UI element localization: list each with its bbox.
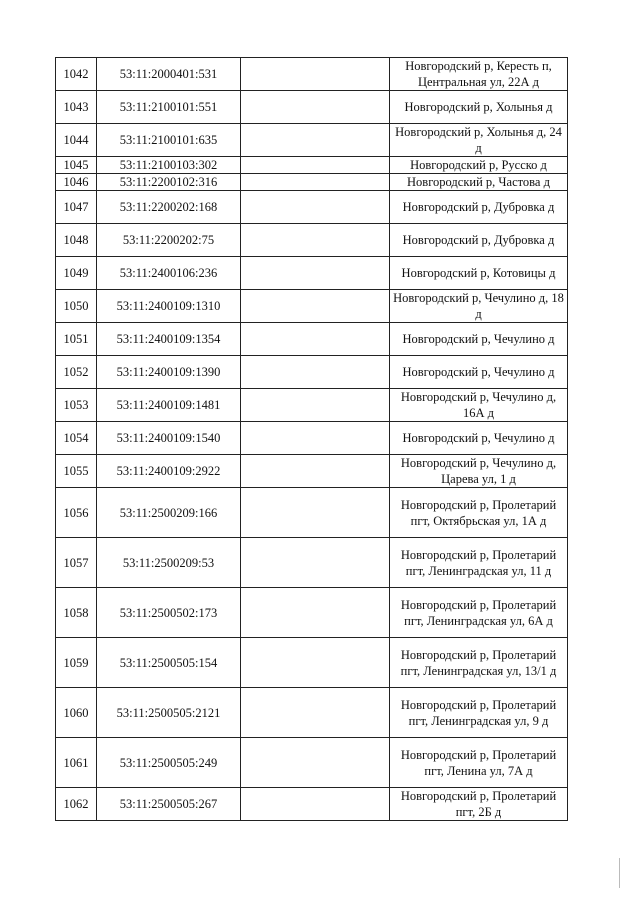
- row-number: 1053: [56, 389, 97, 422]
- address: Новгородский р, Котовицы д: [390, 257, 568, 290]
- cadastral-number: 53:11:2400106:236: [97, 257, 241, 290]
- cadastral-number: 53:11:2500505:2121: [97, 688, 241, 738]
- cadastral-number: 53:11:2400109:1481: [97, 389, 241, 422]
- cadastral-number: 53:11:2500209:166: [97, 488, 241, 538]
- table-row: [56, 124, 568, 157]
- address: Новгородский р, Чечулино д, Царева ул, 1 д: [390, 455, 568, 488]
- address: Новгородский р, Холынья д: [390, 91, 568, 124]
- table-row: [56, 191, 568, 224]
- cadastral-number: 53:11:2400109:1354: [97, 323, 241, 356]
- cadastral-number: 53:11:2100103:302: [97, 157, 241, 174]
- cadastral-number: 53:11:2400109:1390: [97, 356, 241, 389]
- empty-cell: [241, 157, 390, 174]
- cadastral-number: 53:11:2500209:53: [97, 538, 241, 588]
- cadastral-number: 53:11:2500505:154: [97, 638, 241, 688]
- empty-cell: [241, 389, 390, 422]
- empty-cell: [241, 224, 390, 257]
- table-row: [56, 157, 568, 174]
- empty-cell: [241, 91, 390, 124]
- row-number: 1062: [56, 788, 97, 821]
- row-number: 1058: [56, 588, 97, 638]
- row-number: 1043: [56, 91, 97, 124]
- scan-edge-mark: [619, 858, 620, 888]
- table-row: [56, 91, 568, 124]
- row-number: 1057: [56, 538, 97, 588]
- empty-cell: [241, 323, 390, 356]
- empty-cell: [241, 356, 390, 389]
- row-number: 1044: [56, 124, 97, 157]
- address: Новгородский р, Чечулино д, 18 д: [390, 290, 568, 323]
- table-row: [56, 224, 568, 257]
- address: Новгородский р, Чечулино д, 16А д: [390, 389, 568, 422]
- row-number: 1042: [56, 58, 97, 91]
- empty-cell: [241, 788, 390, 821]
- empty-cell: [241, 191, 390, 224]
- cadastral-number: 53:11:2000401:531: [97, 58, 241, 91]
- table-row: [56, 290, 568, 323]
- empty-cell: [241, 58, 390, 91]
- cadastral-number: 53:11:2400109:1540: [97, 422, 241, 455]
- empty-cell: [241, 290, 390, 323]
- address: Новгородский р, Частова д: [390, 174, 568, 191]
- property-register-table: [55, 57, 568, 821]
- empty-cell: [241, 738, 390, 788]
- row-number: 1048: [56, 224, 97, 257]
- row-number: 1051: [56, 323, 97, 356]
- cadastral-number: 53:11:2500505:267: [97, 788, 241, 821]
- cadastral-number: 53:11:2400109:2922: [97, 455, 241, 488]
- cadastral-number: 53:11:2200102:316: [97, 174, 241, 191]
- row-number: 1060: [56, 688, 97, 738]
- empty-cell: [241, 688, 390, 738]
- row-number: 1050: [56, 290, 97, 323]
- table-row: [56, 538, 568, 588]
- row-number: 1061: [56, 738, 97, 788]
- empty-cell: [241, 124, 390, 157]
- table-row: [56, 389, 568, 422]
- empty-cell: [241, 257, 390, 290]
- table-row: [56, 788, 568, 821]
- row-number: 1047: [56, 191, 97, 224]
- empty-cell: [241, 455, 390, 488]
- address: Новгородский р, Пролетарий пгт, Октябрьская ул, 1А д: [390, 488, 568, 538]
- cadastral-number: 53:11:2100101:635: [97, 124, 241, 157]
- address: Новгородский р, Русско д: [390, 157, 568, 174]
- table-row: [56, 58, 568, 91]
- table-row: [56, 688, 568, 738]
- address: Новгородский р, Пролетарий пгт, Ленинградская ул, 11 д: [390, 538, 568, 588]
- cadastral-number: 53:11:2200202:75: [97, 224, 241, 257]
- table-row: [56, 356, 568, 389]
- table-row: [56, 738, 568, 788]
- empty-cell: [241, 488, 390, 538]
- row-number: 1054: [56, 422, 97, 455]
- address: Новгородский р, Пролетарий пгт, 2Б д: [390, 788, 568, 821]
- table-row: [56, 638, 568, 688]
- address: Новгородский р, Кересть п, Центральная ул, 22А д: [390, 58, 568, 91]
- cadastral-number: 53:11:2200202:168: [97, 191, 241, 224]
- cadastral-number: 53:11:2500502:173: [97, 588, 241, 638]
- address: Новгородский р, Чечулино д: [390, 323, 568, 356]
- table-row: [56, 455, 568, 488]
- row-number: 1059: [56, 638, 97, 688]
- table-row: [56, 323, 568, 356]
- empty-cell: [241, 422, 390, 455]
- table-row: [56, 174, 568, 191]
- address: Новгородский р, Пролетарий пгт, Ленинградская ул, 9 д: [390, 688, 568, 738]
- row-number: 1049: [56, 257, 97, 290]
- address: Новгородский р, Дубровка д: [390, 224, 568, 257]
- row-number: 1046: [56, 174, 97, 191]
- row-number: 1056: [56, 488, 97, 538]
- cadastral-number: 53:11:2400109:1310: [97, 290, 241, 323]
- empty-cell: [241, 638, 390, 688]
- address: Новгородский р, Дубровка д: [390, 191, 568, 224]
- empty-cell: [241, 174, 390, 191]
- table-row: [56, 488, 568, 538]
- cadastral-number: 53:11:2100101:551: [97, 91, 241, 124]
- address: Новгородский р, Холынья д, 24 д: [390, 124, 568, 157]
- address: Новгородский р, Пролетарий пгт, Ленина ул, 7А д: [390, 738, 568, 788]
- table-row: [56, 257, 568, 290]
- empty-cell: [241, 538, 390, 588]
- address: Новгородский р, Пролетарий пгт, Ленинградская ул, 13/1 д: [390, 638, 568, 688]
- address: Новгородский р, Чечулино д: [390, 422, 568, 455]
- row-number: 1045: [56, 157, 97, 174]
- table-row: [56, 588, 568, 638]
- row-number: 1052: [56, 356, 97, 389]
- empty-cell: [241, 588, 390, 638]
- address: Новгородский р, Пролетарий пгт, Ленинградская ул, 6А д: [390, 588, 568, 638]
- cadastral-number: 53:11:2500505:249: [97, 738, 241, 788]
- row-number: 1055: [56, 455, 97, 488]
- address: Новгородский р, Чечулино д: [390, 356, 568, 389]
- table-row: [56, 422, 568, 455]
